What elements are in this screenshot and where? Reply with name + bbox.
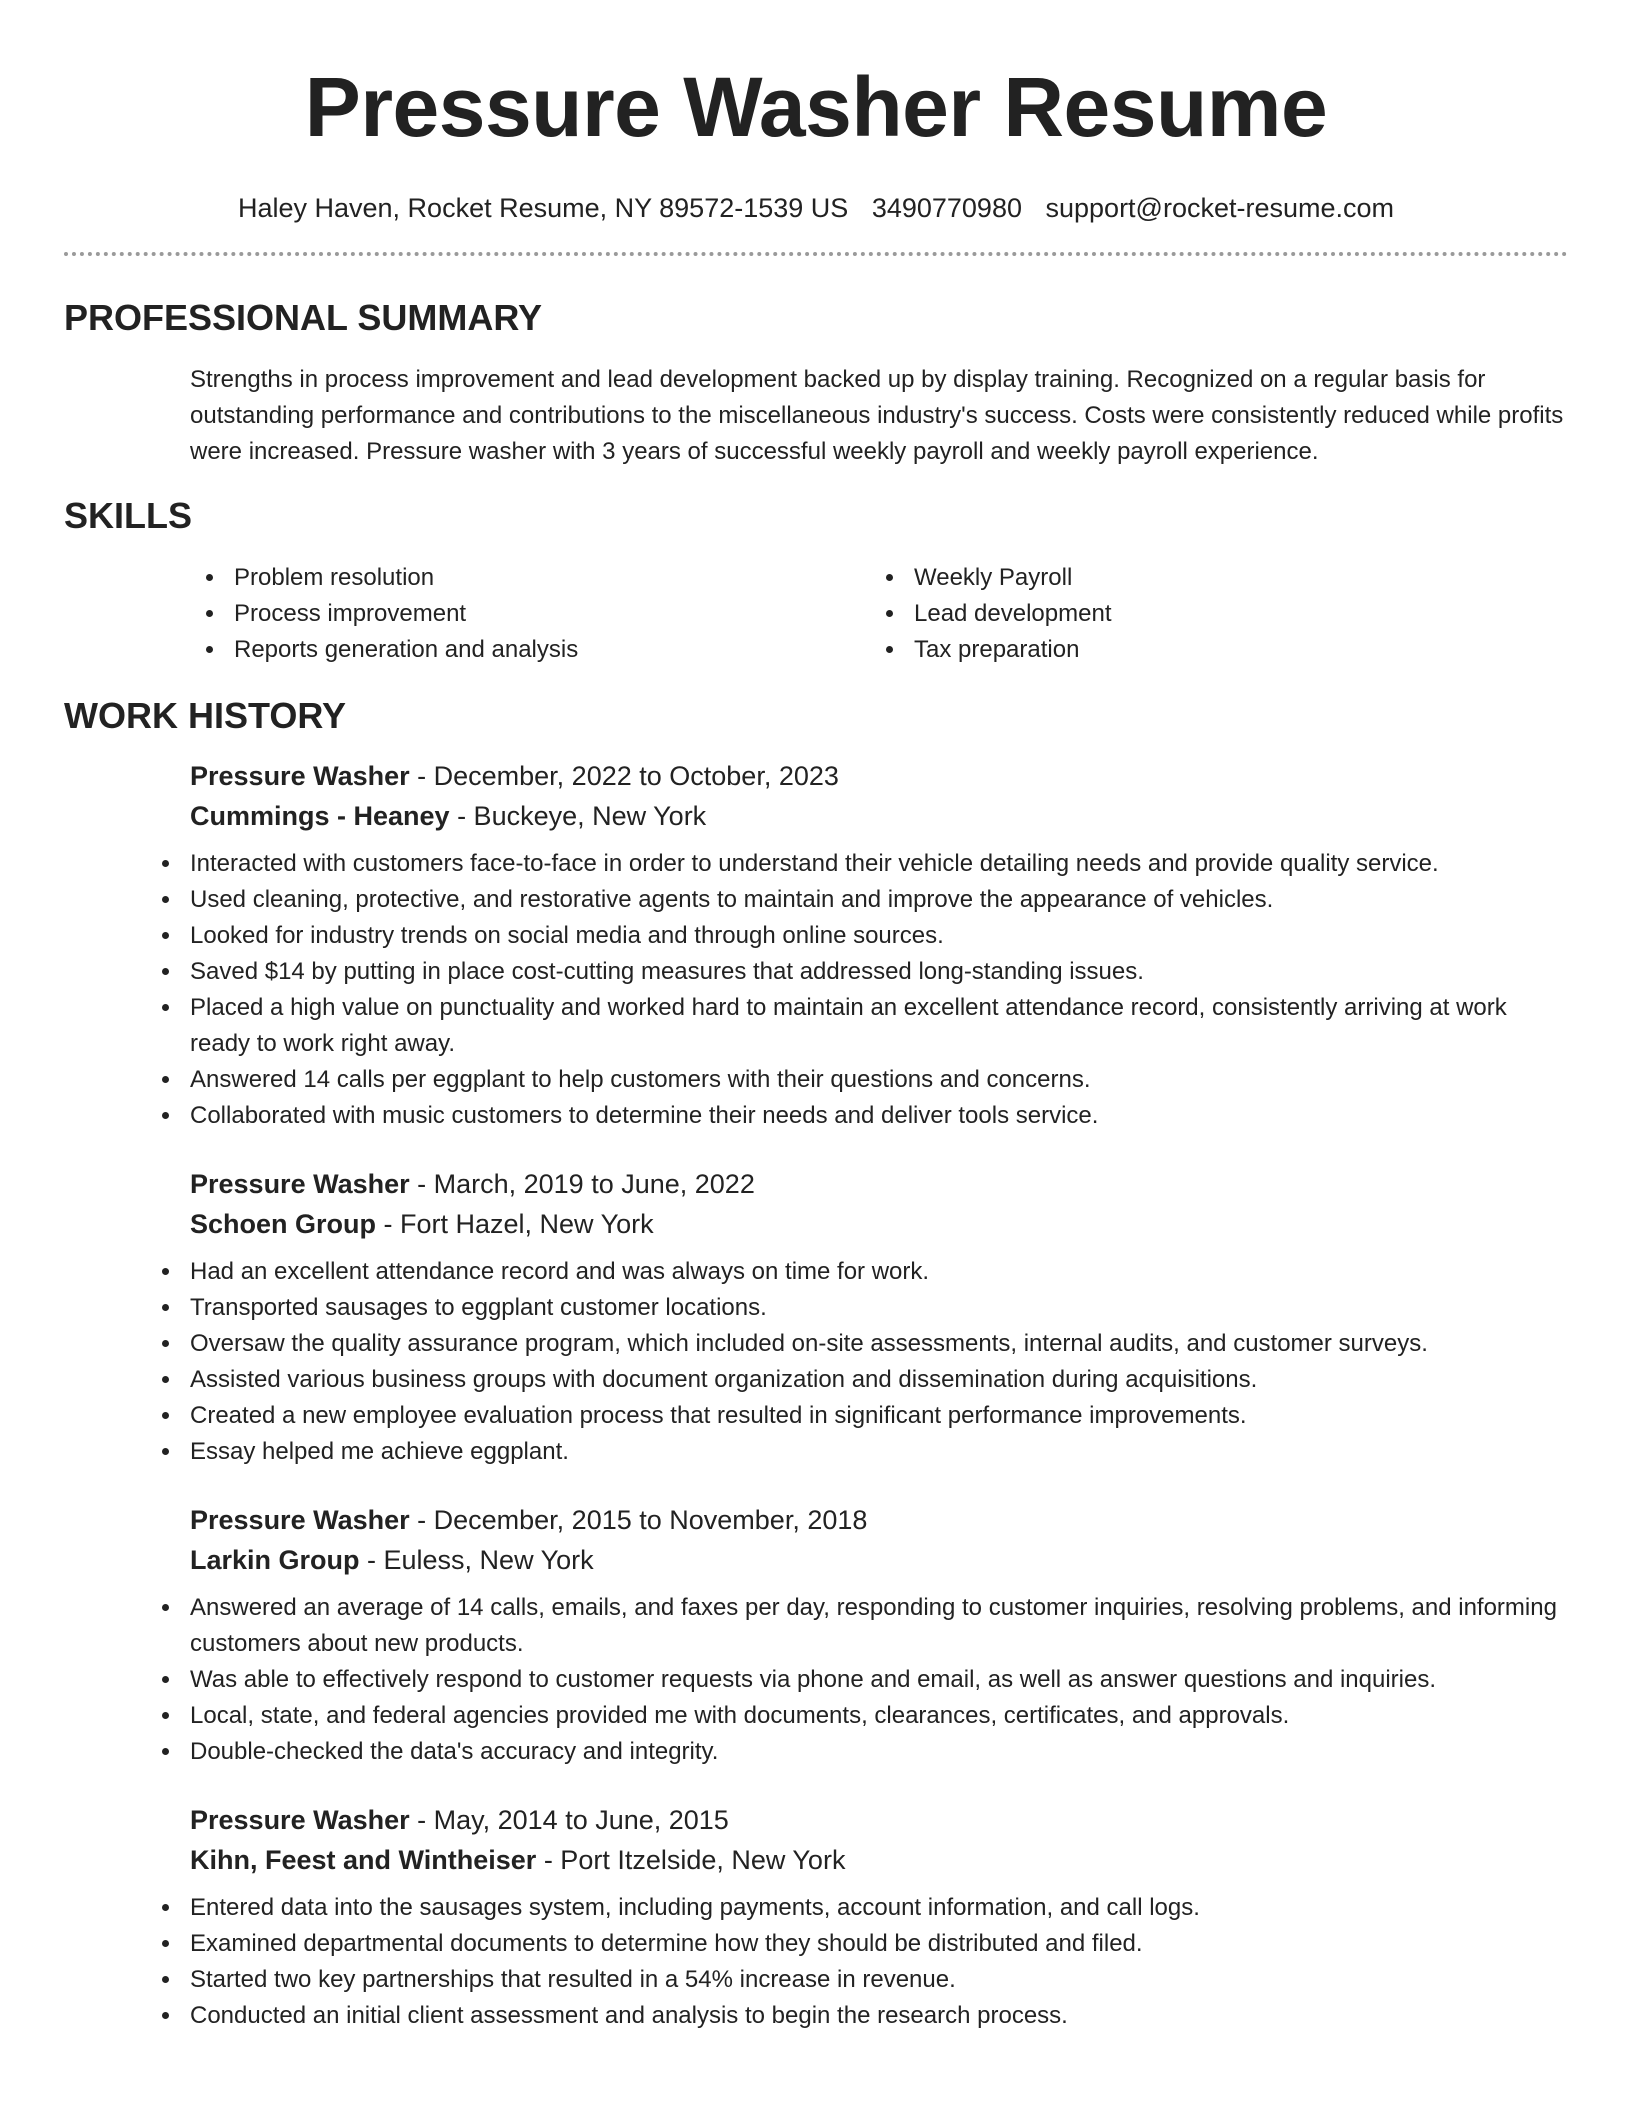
job-entry	[190, 1500, 1568, 1770]
job-role: Pressure Washer	[190, 1169, 410, 1199]
job-bullet: Examined departmental documents to determine how they should be distributed and filed.	[146, 1926, 1568, 1962]
job-bullet: Oversaw the quality assurance program, which included on-site assessments, internal audits, and customer surveys.	[146, 1326, 1568, 1362]
job-bullets	[146, 1590, 1568, 1770]
job-bullets	[146, 846, 1568, 1134]
job-company: Kihn, Feest and Wintheiser	[190, 1845, 537, 1875]
job-company: Larkin Group	[190, 1545, 360, 1575]
job-title-line	[190, 756, 1568, 796]
job-bullets	[146, 1254, 1568, 1470]
job-bullet: Saved $14 by putting in place cost-cutting measures that addressed long-standing issues.	[146, 954, 1568, 990]
job-bullet: Used cleaning, protective, and restorative agents to maintain and improve the appearance of vehicles.	[146, 882, 1568, 918]
job-dates: - December, 2022 to October, 2023	[409, 761, 839, 791]
job-dates: - May, 2014 to June, 2015	[409, 1805, 729, 1835]
job-bullet: Local, state, and federal agencies provided me with documents, clearances, certificates, and approvals.	[146, 1698, 1568, 1734]
job-location: - Port Itzelside, New York	[536, 1845, 846, 1875]
contact-line	[0, 190, 1632, 226]
summary-text: Strengths in process improvement and lead development backed up by display training. Recognized on a regular basis for outstanding performance and contributions to the miscellaneous industry's success. Costs were consistently reduced while profits were increased. Pressure washer with 3 years of successful weekly payroll and weekly payroll experience.	[190, 366, 1564, 465]
skill-item: Problem resolution	[190, 560, 870, 596]
contact-address: Haley Haven, Rocket Resume, NY 89572-1539 US	[237, 193, 849, 223]
job-bullet: Answered an average of 14 calls, emails, and faxes per day, responding to customer inquiries, resolving problems, and informing customers about new products.	[146, 1590, 1568, 1662]
resume-title: Pressure Washer Resume	[304, 60, 1328, 154]
section-title-summary: PROFESSIONAL SUMMARY	[64, 297, 543, 338]
job-company: Cummings - Heaney	[190, 801, 450, 831]
job-dates: - March, 2019 to June, 2022	[409, 1169, 755, 1199]
skill-item: Process improvement	[190, 596, 870, 632]
job-entry	[190, 756, 1568, 1134]
job-company: Schoen Group	[190, 1209, 377, 1239]
job-bullet: Assisted various business groups with document organization and dissemination during acquisitions.	[146, 1362, 1568, 1398]
job-location: - Euless, New York	[359, 1545, 594, 1575]
header-divider	[64, 252, 1568, 256]
job-role: Pressure Washer	[190, 1805, 410, 1835]
job-company-line	[190, 796, 1568, 836]
job-bullet: Interacted with customers face-to-face in order to understand their vehicle detailing needs and provide quality service.	[146, 846, 1568, 882]
job-company-line	[190, 1540, 1568, 1580]
job-company-line	[190, 1204, 1568, 1244]
job-title-line	[190, 1500, 1568, 1540]
skill-item: Tax preparation	[870, 632, 1550, 668]
job-bullet: Answered 14 calls per eggplant to help customers with their questions and concerns.	[146, 1062, 1568, 1098]
job-bullet: Placed a high value on punctuality and worked hard to maintain an excellent attendance record, consistently arriving at work ready to work right away.	[146, 990, 1568, 1062]
contact-email: support@rocket-resume.com	[1045, 193, 1395, 223]
job-bullet: Created a new employee evaluation process that resulted in significant performance improvements.	[146, 1398, 1568, 1434]
job-bullet: Was able to effectively respond to customer requests via phone and email, as well as answer questions and inquiries.	[146, 1662, 1568, 1698]
job-title-line	[190, 1800, 1568, 1840]
job-bullet: Conducted an initial client assessment and analysis to begin the research process.	[146, 1998, 1568, 2034]
job-bullet: Entered data into the sausages system, including payments, account information, and call logs.	[146, 1890, 1568, 1926]
section-title-skills: SKILLS	[64, 495, 193, 536]
skill-item: Weekly Payroll	[870, 560, 1550, 596]
job-bullet: Started two key partnerships that resulted in a 54% increase in revenue.	[146, 1962, 1568, 1998]
skills-column-left	[190, 560, 870, 668]
skills-column-right	[870, 560, 1550, 668]
section-title-work-history: WORK HISTORY	[64, 695, 347, 736]
job-bullet: Transported sausages to eggplant customer locations.	[146, 1290, 1568, 1326]
job-bullet: Collaborated with music customers to determine their needs and deliver tools service.	[146, 1098, 1568, 1134]
job-role: Pressure Washer	[190, 1505, 410, 1535]
job-bullet: Looked for industry trends on social media and through online sources.	[146, 918, 1568, 954]
job-dates: - December, 2015 to November, 2018	[409, 1505, 868, 1535]
job-title-line	[190, 1164, 1568, 1204]
job-location: - Buckeye, New York	[449, 801, 707, 831]
job-entry	[190, 1164, 1568, 1470]
job-bullet: Essay helped me achieve eggplant.	[146, 1434, 1568, 1470]
skills-list	[190, 560, 1632, 668]
job-location: - Fort Hazel, New York	[376, 1209, 654, 1239]
job-bullets	[146, 1890, 1568, 2034]
contact-phone: 3490770980	[871, 193, 1022, 223]
skill-item: Lead development	[870, 596, 1550, 632]
job-bullet: Double-checked the data's accuracy and integrity.	[146, 1734, 1568, 1770]
job-bullet: Had an excellent attendance record and was always on time for work.	[146, 1254, 1568, 1290]
job-role: Pressure Washer	[190, 761, 410, 791]
skill-item: Reports generation and analysis	[190, 632, 870, 668]
job-entry	[190, 1800, 1568, 2034]
job-company-line	[190, 1840, 1568, 1880]
